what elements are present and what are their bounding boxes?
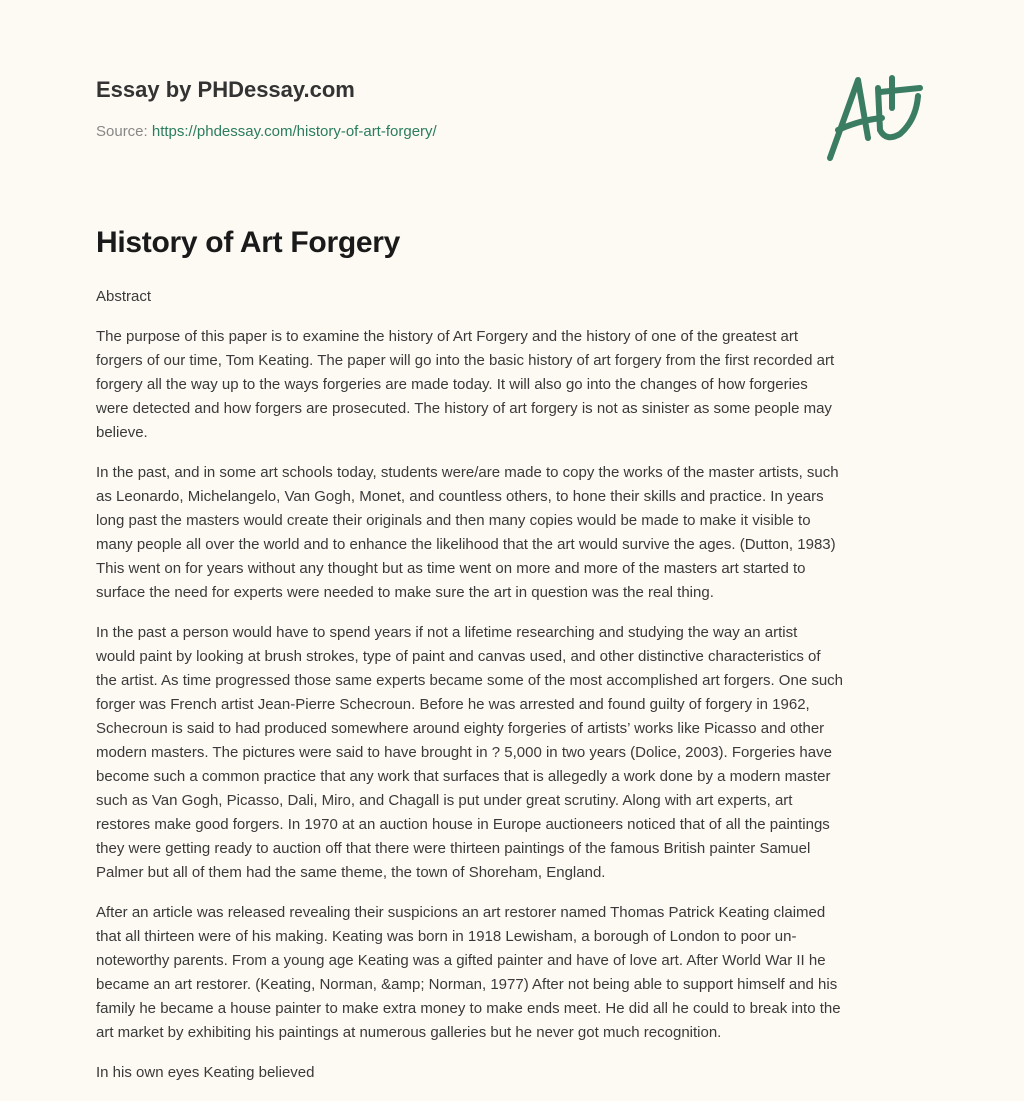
paragraph-line: surface the need for experts were needed to make sure the art in question was the real thing.: [96, 584, 714, 601]
paragraph-line: that all thirteen were of his making. Keating was born in 1918 Lewisham, a borough of London to poor un-: [96, 928, 797, 945]
article-title: History of Art Forgery: [96, 226, 400, 259]
paragraph: [96, 1061, 936, 1085]
paragraph-line: became an art restorer. (Keating, Norman, &amp; Norman, 1977) After not being able to support himself and his: [96, 976, 838, 993]
paragraph-line: modern masters. The pictures were said to have brought in ? 5,000 in two years (Dolice, 2003). Forgeries have: [96, 744, 832, 761]
paragraph-line: After an article was released revealing their suspicions an art restorer named Thomas Patrick Keating claimed: [96, 904, 826, 921]
paragraph-line: The purpose of this paper is to examine the history of Art Forgery and the history of one of the greatest art: [96, 328, 799, 345]
paragraph: [96, 325, 936, 445]
paragraph-line: become such a common practice that any work that surfaces that is allegedly a work done by a modern master: [96, 768, 831, 785]
a-plus-logo-icon: [820, 68, 930, 168]
abstract-label: Abstract: [96, 288, 152, 305]
paragraph-line: In the past a person would have to spend years if not a lifetime researching and studying the way an artist: [96, 624, 798, 641]
paragraph-line: many people all over the world and to enhance the likelihood that the art would survive the ages. (Dutton, 1983): [96, 536, 836, 553]
paragraph: [96, 461, 936, 605]
paragraph-line: Palmer but all of them had the same theme, the town of Shoreham, England.: [96, 864, 606, 881]
paragraph-line: as Leonardo, Michelangelo, Van Gogh, Monet, and countless others, to hone their skills and practice. In years: [96, 488, 824, 505]
source-link[interactable]: https://phdessay.com/history-of-art-forgery/: [151, 123, 437, 140]
paragraph-line: forger was French artist Jean-Pierre Schecroun. Before he was arrested and found guilty of forgery in 1962,: [96, 696, 810, 713]
paragraph-line: believe.: [96, 424, 148, 441]
paragraph-line: noteworthy parents. From a young age Keating was a gifted painter and have of love art. After World War II he: [96, 952, 826, 969]
article-body: [96, 285, 936, 1101]
paragraph-line: would paint by looking at brush strokes, type of paint and canvas used, and other distinctive characteristics of: [96, 648, 821, 665]
paragraph-line: the artist. As time progressed those same experts became some of the most accomplished art forgers. One such: [96, 672, 844, 689]
site-title: Essay by PHDessay.com: [96, 77, 355, 102]
paragraph-line: In his own eyes Keating believed: [96, 1064, 315, 1081]
paragraph-line: forgery all the way up to the ways forgeries are made today. It will also go into the changes of how forgeries: [96, 376, 808, 393]
paragraph-line: such as Van Gogh, Picasso, Dali, Miro, and Chagall is put under great scrutiny. Along with art experts, art: [96, 792, 793, 809]
paragraph-line: In the past, and in some art schools today, students were/are made to copy the works of the master artists, such: [96, 464, 839, 481]
paragraph-line: long past the masters would create their originals and then many copies would be made to make it visible to: [96, 512, 811, 529]
paragraph-line: restores make good forgers. In 1970 at an auction house in Europe auctioneers noticed that of all the paintings: [96, 816, 830, 833]
paragraph-line: Schecroun is said to had produced somewhere around eighty forgeries of artists’ works like Picasso and other: [96, 720, 825, 737]
source-label: Source:: [96, 123, 152, 140]
paragraph-line: art market by exhibiting his paintings at numerous galleries but he never got much recognition.: [96, 1024, 722, 1041]
paragraph-line: were detected and how forgers are prosecuted. The history of art forgery is not as sinister as some people may: [96, 400, 832, 417]
paragraph-line: This went on for years without any thought but as time went on more and more of the masters art started to: [96, 560, 806, 577]
paragraph: [96, 621, 936, 885]
paragraph: [96, 901, 936, 1045]
paragraph-line: they were getting ready to auction off that there were thirteen paintings of the famous British painter Samuel: [96, 840, 811, 857]
paragraph-line: family he became a house painter to make extra money to make ends meet. He did all he could to break into the: [96, 1000, 841, 1017]
source-line: [96, 123, 437, 140]
paragraph-line: forgers of our time, Tom Keating. The paper will go into the basic history of art forgery from the first recorded art: [96, 352, 835, 369]
